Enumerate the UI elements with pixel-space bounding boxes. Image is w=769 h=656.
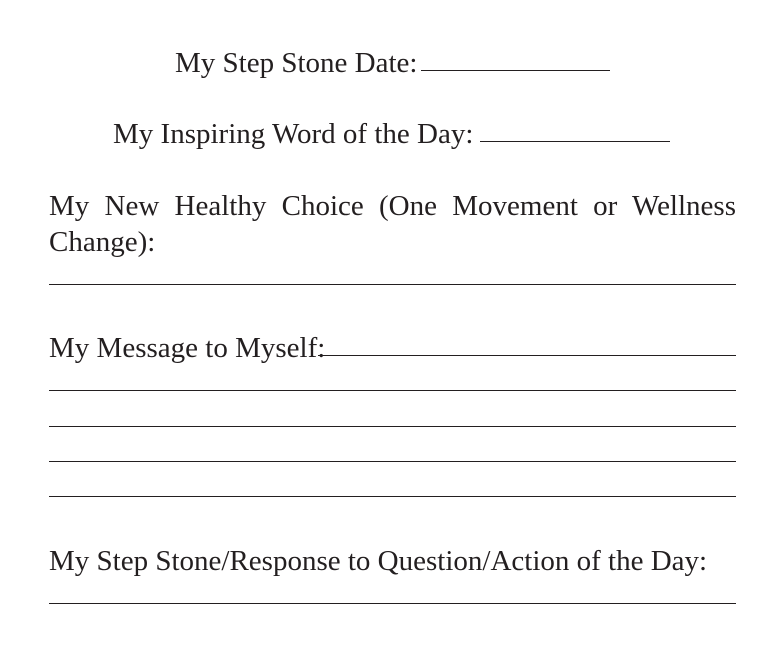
date-answer-line[interactable] — [421, 70, 610, 71]
message-answer-line-4[interactable] — [49, 461, 736, 462]
message-answer-line-3[interactable] — [49, 426, 736, 427]
response-answer-line[interactable] — [49, 603, 736, 604]
message-answer-line-5[interactable] — [49, 496, 736, 497]
response-label: My Step Stone/Response to Question/Action of the Day: — [49, 545, 708, 577]
inspiring-word-label: My Inspiring Word of the Day: — [113, 118, 474, 150]
healthy-choice-label-line1: My New Healthy Choice (One Movement or Wellness — [49, 190, 736, 222]
date-label: My Step Stone Date: — [175, 47, 418, 79]
message-answer-line-2[interactable] — [49, 390, 736, 391]
healthy-choice-answer-line[interactable] — [49, 284, 736, 285]
message-label: My Message to Myself: — [49, 332, 326, 364]
inspiring-word-answer-line[interactable] — [480, 141, 670, 142]
message-answer-line-1[interactable] — [318, 355, 736, 356]
healthy-choice-label-line2: Change): — [49, 226, 156, 258]
